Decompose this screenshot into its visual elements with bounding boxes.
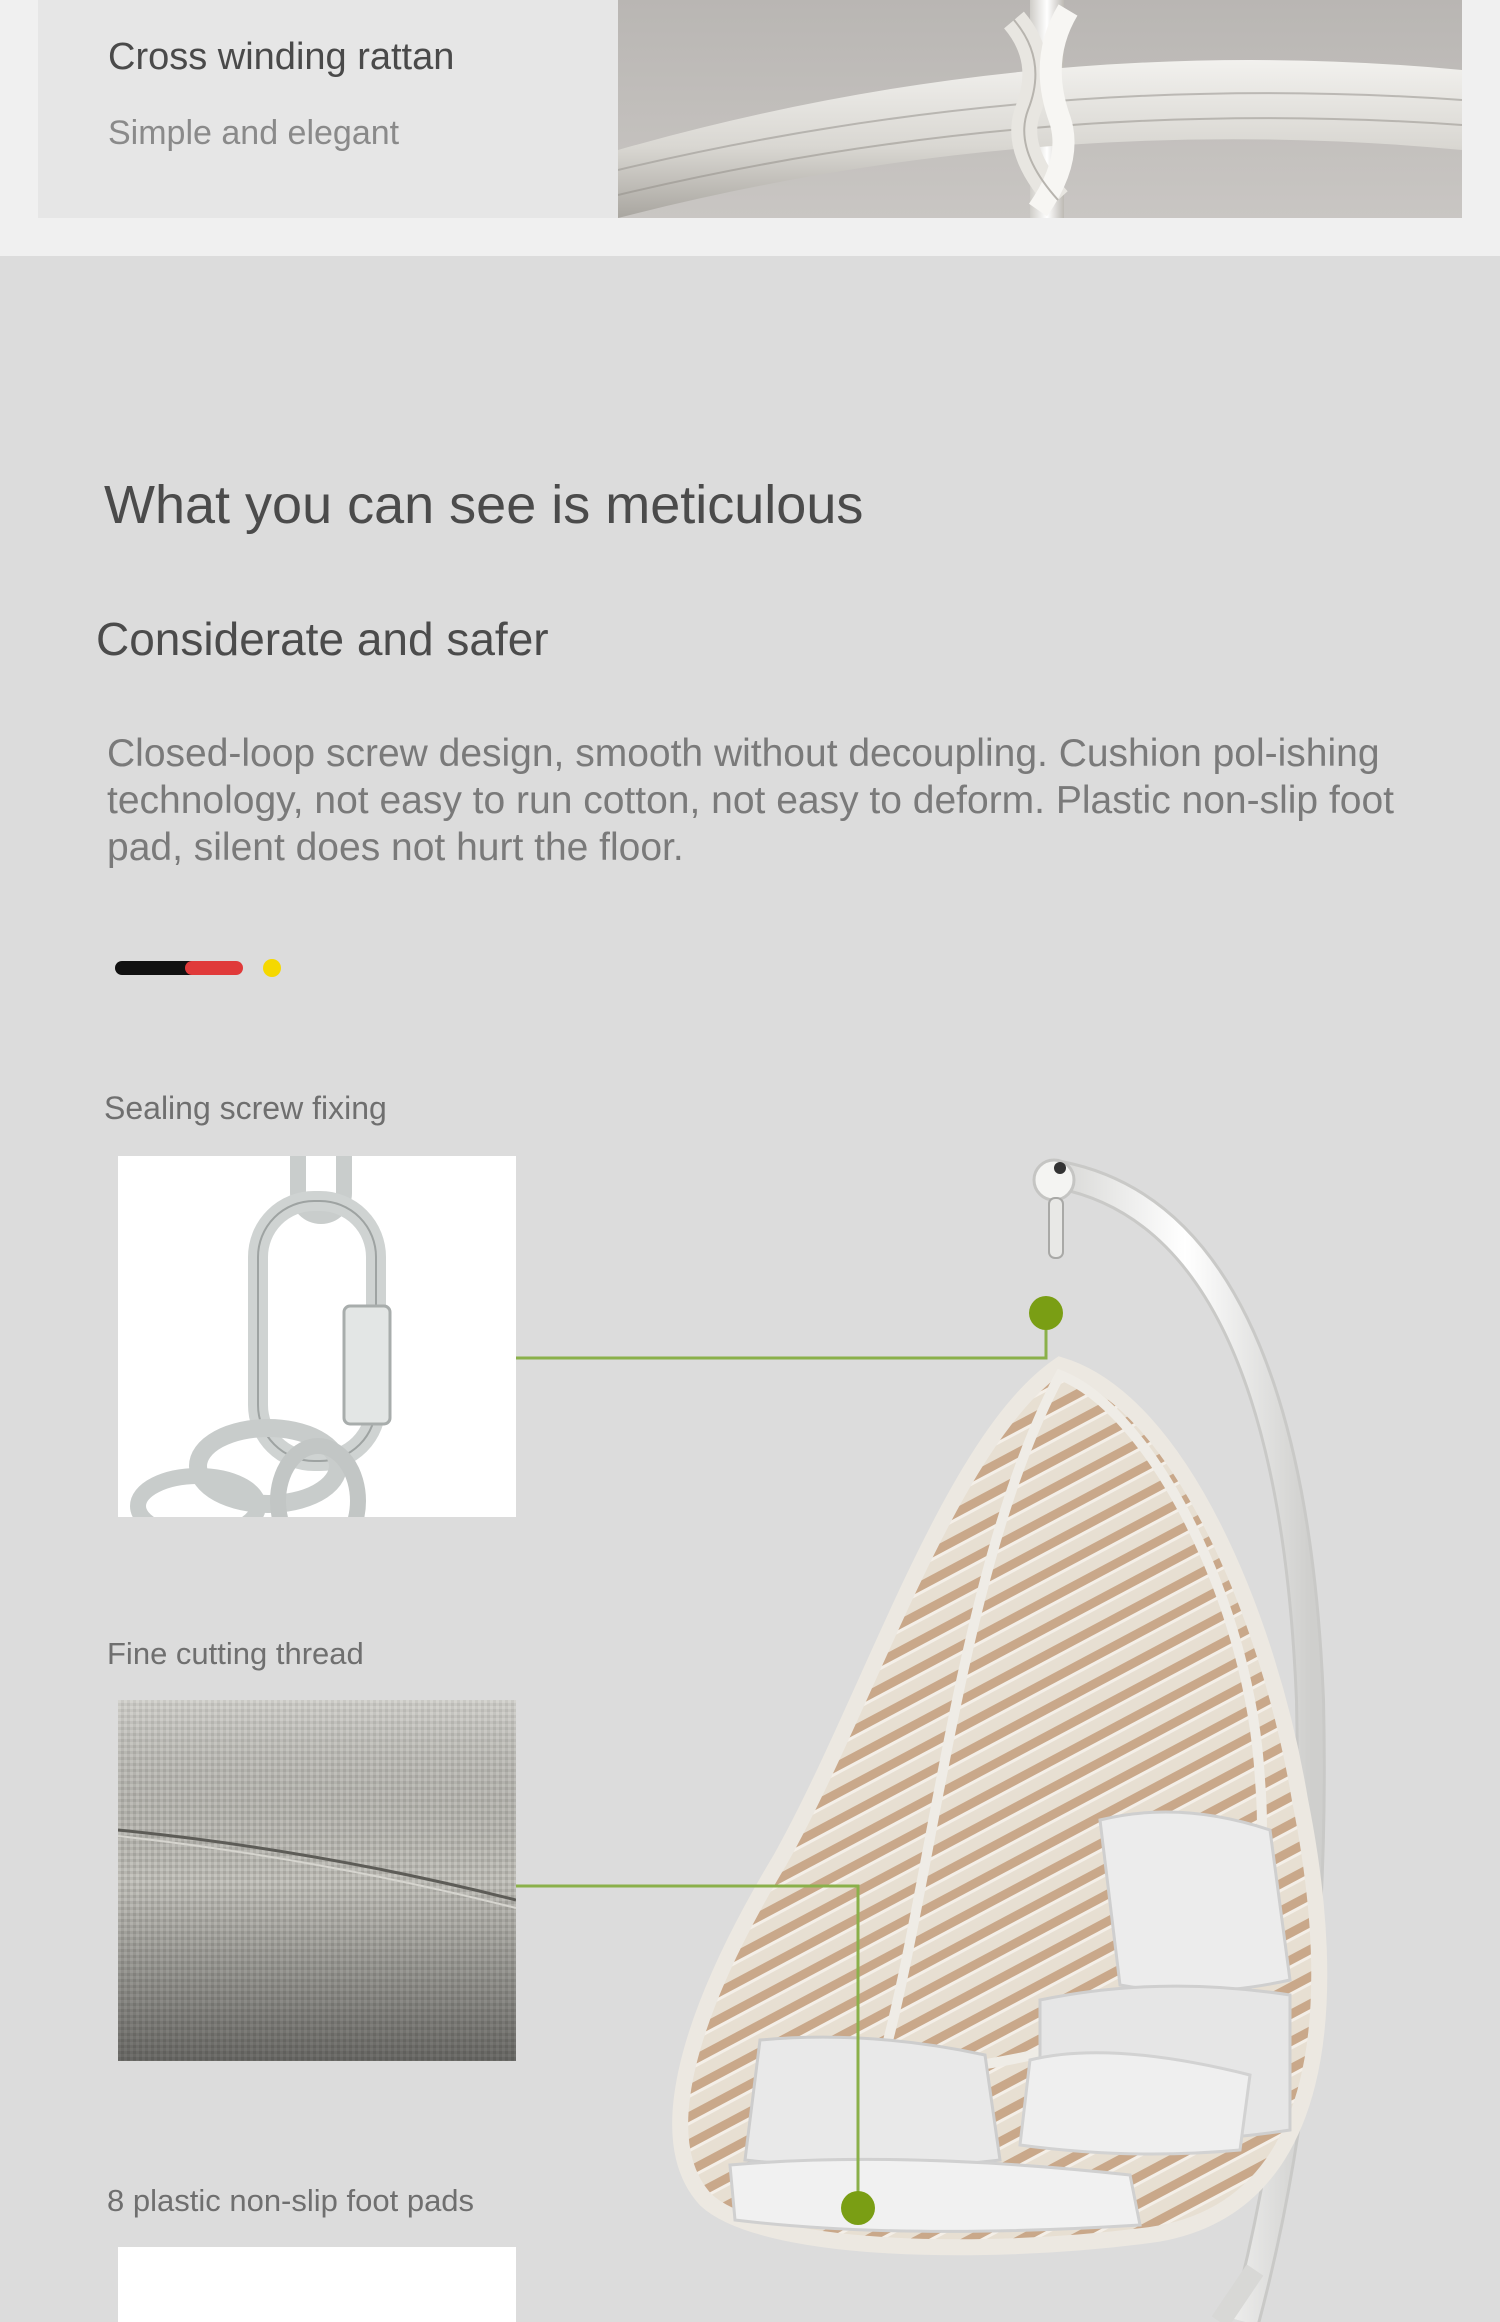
feature-label-cutting-thread: Fine cutting thread bbox=[107, 1636, 364, 1671]
section-heading: What you can see is meticulous bbox=[104, 475, 864, 535]
top-feature-subtitle: Simple and elegant bbox=[108, 114, 400, 152]
feature-label-foot-pads: 8 plastic non-slip foot pads bbox=[107, 2183, 475, 2218]
feature-label-sealing-screw: Sealing screw fixing bbox=[104, 1090, 387, 1126]
callout-dot-screw bbox=[1029, 1296, 1063, 1330]
foot-pads-photo bbox=[118, 2247, 516, 2322]
cutting-thread-photo bbox=[118, 1700, 516, 2061]
section-subheading: Considerate and safer bbox=[96, 613, 549, 665]
sealing-screw-photo bbox=[118, 1156, 516, 1517]
section-description: Closed-loop screw design, smooth without decoupling. Cushion pol-ishing technology, not easy to run cotton, not easy to deform. Plastic non-slip foot pad, silent does not hurt the floor. bbox=[107, 732, 1394, 869]
callout-dot-thread bbox=[841, 2191, 875, 2225]
callout-line-screw bbox=[516, 1316, 1046, 1358]
top-feature-title: Cross winding rattan bbox=[108, 36, 455, 78]
